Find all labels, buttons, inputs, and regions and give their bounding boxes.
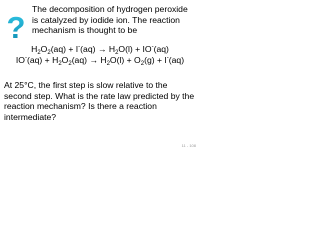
state-label: (aq)	[71, 55, 87, 65]
state-label: (aq)	[50, 44, 66, 54]
product-h: H	[108, 44, 116, 54]
state-label: (aq)	[27, 55, 43, 65]
subscript: 2	[115, 50, 119, 56]
subscript: 2	[37, 50, 41, 56]
state-label: (l)	[125, 44, 133, 54]
reactant-h: H	[31, 44, 38, 54]
charge-superscript: -	[78, 44, 81, 50]
plus-sign: +	[154, 55, 165, 65]
plus-sign: +	[42, 55, 53, 65]
reaction-arrow: →	[86, 55, 101, 65]
charge-superscript: -	[25, 55, 27, 61]
subscript: 2	[106, 61, 110, 67]
plus-sign: +	[124, 55, 135, 65]
question-mark-icon: ?	[6, 10, 26, 45]
reaction-arrow: →	[95, 44, 109, 54]
subscript: 2	[47, 50, 51, 56]
state-label: (aq)	[80, 44, 96, 54]
slide-number: 11 - 108	[181, 143, 196, 148]
product-o: O	[118, 44, 126, 54]
reactant-iodide: I	[75, 44, 79, 54]
product-oxygen: O	[134, 55, 141, 65]
subscript: 2	[140, 61, 145, 67]
subscript: 2	[68, 61, 72, 67]
state-label: (l)	[116, 55, 125, 65]
product-hypoiodite: IO	[142, 44, 152, 54]
slide	[0, 0, 200, 150]
mechanism-step-2	[4, 55, 196, 66]
state-label: (aq)	[153, 44, 169, 54]
reactant-o: O	[40, 44, 48, 54]
mechanism-equations	[4, 44, 196, 66]
reactant-o: O	[61, 55, 69, 65]
question-text: At 25°C, the first step is slow relative to the second step. What is the rate law predicted by the reaction mechanism? Is there a reaction intermediate?	[4, 80, 195, 122]
reactant-h: H	[52, 55, 59, 65]
reactant-hypoiodite: IO	[15, 55, 25, 65]
charge-superscript: -	[166, 55, 169, 61]
product-h: H	[100, 55, 107, 65]
state-label: (g)	[144, 55, 155, 65]
plus-sign: +	[65, 44, 76, 54]
subscript: 2	[58, 61, 62, 67]
mechanism-step-1	[4, 44, 196, 55]
plus-sign: +	[132, 44, 143, 54]
product-iodide: I	[164, 55, 167, 65]
state-label: (aq)	[168, 55, 185, 65]
charge-superscript: -	[151, 44, 154, 50]
problem-intro-text: The decomposition of hydrogen peroxide is catalyzed by iodide ion. The reaction mechanism is thought to be	[32, 4, 188, 36]
product-o: O	[109, 55, 117, 65]
